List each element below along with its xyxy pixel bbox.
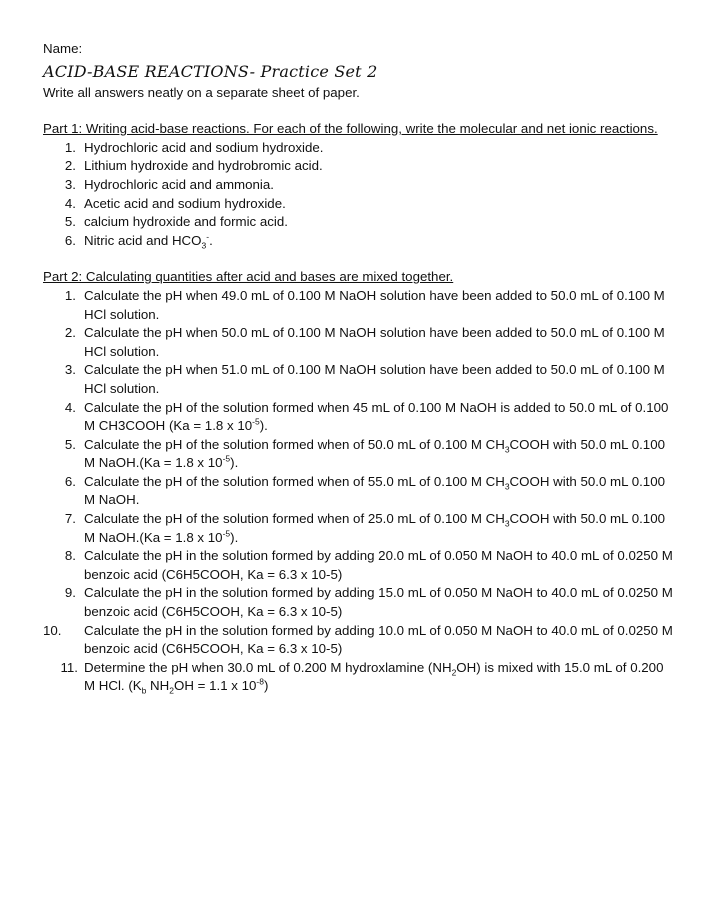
list-item — [43, 510, 673, 547]
item-number: 6. — [64, 473, 76, 489]
item-text: calcium hydroxide and formic acid. — [84, 214, 288, 230]
item-text: Nitric acid and HCO — [84, 232, 202, 248]
list-item — [43, 622, 673, 659]
item-text-mid: NH — [146, 678, 170, 694]
item-text-mid: COOH with 50.0 mL 0.100 M NaOH.(Ka = 1.8 x 10 — [84, 511, 665, 545]
item-text: Calculate the pH when 51.0 mL of 0.100 M NaOH solution have been added to 50.0 mL of 0.100 M HCl solution. — [84, 362, 665, 396]
superscript: -5 — [222, 528, 231, 539]
item-text-mid: OH = 1.1 x 10 — [174, 678, 257, 694]
item-number: 7. — [64, 511, 76, 527]
item-number: 3. — [64, 176, 76, 192]
list-item — [43, 361, 673, 398]
item-number: 6. — [64, 232, 76, 248]
item-number: 8. — [64, 548, 76, 564]
list-item — [43, 473, 673, 510]
item-text-mid: OH) is mixed with 15.0 mL of 0.200 M HCl. (K — [84, 659, 664, 694]
item-text: Calculate the pH when 49.0 mL of 0.100 M NaOH solution have been added to 50.0 mL of 0.100 M HCl solution. — [84, 287, 665, 322]
part2-section — [43, 268, 673, 696]
item-text: Calculate the pH of the solution formed when of 25.0 mL of 0.100 M CH — [84, 511, 505, 527]
part2-list — [43, 287, 673, 696]
item-number: 3. — [64, 362, 76, 378]
part1-section — [43, 120, 673, 250]
superscript: -5 — [222, 453, 231, 464]
list-item — [43, 399, 673, 436]
subscript: 3 — [504, 518, 510, 529]
item-text: Hydrochloric acid and ammonia. — [84, 176, 274, 192]
item-number: 2. — [64, 158, 76, 174]
list-item — [43, 195, 673, 214]
item-text-end: COOH with 50.0 mL 0.100 M NaOH. — [84, 473, 665, 508]
list-item — [43, 324, 673, 361]
superscript: -5 — [252, 416, 260, 427]
list-item — [43, 213, 673, 232]
part1-list — [43, 139, 673, 251]
item-number: 2. — [64, 325, 76, 341]
item-number: 4. — [64, 399, 76, 415]
superscript: - — [206, 231, 210, 242]
item-number: 1. — [64, 287, 76, 303]
item-number: 1. — [64, 139, 76, 155]
list-item — [43, 157, 673, 176]
document-content — [43, 40, 673, 696]
item-text: Determine the pH when 30.0 mL of 0.200 M hydroxlamine (NH — [84, 659, 452, 675]
item-number: 9. — [64, 585, 76, 601]
list-item — [43, 287, 673, 324]
instructions: Write all answers neatly on a separate sheet of paper. — [43, 84, 360, 100]
item-text: Calculate the pH in the solution formed by adding 20.0 mL of 0.050 M NaOH to 40.0 mL of 0.0250 M benzoic acid (C6H5COOH, Ka = 6.3 x 10-5) — [84, 548, 673, 582]
item-text-end: ) — [263, 678, 269, 694]
list-item — [43, 659, 673, 696]
name-label: Name: — [43, 41, 83, 56]
item-number: 4. — [64, 195, 76, 211]
item-number: 11. — [60, 659, 78, 675]
item-text: Calculate the pH in the solution formed by adding 15.0 mL of 0.050 M NaOH to 40.0 mL of 0.0250 M benzoic acid (C6H5COOH, Ka = 6.3 x 10-5) — [84, 585, 673, 620]
item-text: Calculate the pH of the solution formed when of 50.0 mL of 0.100 M CH — [84, 436, 505, 452]
superscript: -8 — [256, 676, 264, 687]
list-item — [43, 139, 673, 158]
item-text-mid: COOH with 50.0 mL 0.100 M NaOH.(Ka = 1.8 x 10 — [84, 436, 665, 471]
item-text-end: ). — [230, 455, 239, 471]
part1-heading: Part 1: Writing acid-base reactions. For each of the following, write the molecular and net ionic reactions. — [43, 121, 658, 137]
subscript: 2 — [451, 667, 457, 678]
item-text-end: ). — [259, 418, 268, 434]
part2-heading: Part 2: Calculating quantities after acid and bases are mixed together. — [43, 269, 454, 285]
subscript: 3 — [504, 444, 510, 455]
subscript: 3 — [504, 481, 510, 492]
item-text-end: . — [209, 232, 213, 248]
document-title: ACID-BASE REACTIONS- Practice Set 2 — [43, 61, 378, 81]
list-item — [43, 584, 673, 621]
item-text: Calculate the pH of the solution formed when 45 mL of 0.100 M NaOH is added to 50.0 mL of 0.100 M CH3COOH (Ka = 1.8 x 10 — [84, 399, 669, 434]
item-number: 5. — [64, 214, 76, 230]
list-item — [43, 436, 673, 473]
item-number: 5. — [64, 436, 76, 452]
item-text: Calculate the pH of the solution formed when of 55.0 mL of 0.100 M CH — [84, 473, 505, 489]
subscript: 3 — [201, 240, 207, 251]
subscript: 2 — [169, 686, 174, 697]
item-text: Calculate the pH when 50.0 mL of 0.100 M NaOH solution have been added to 50.0 mL of 0.100 M HCl solution. — [84, 325, 665, 359]
list-item — [43, 176, 673, 195]
item-text: Hydrochloric acid and sodium hydroxide. — [84, 139, 324, 155]
item-text: Acetic acid and sodium hydroxide. — [84, 195, 286, 211]
item-text: Calculate the pH in the solution formed by adding 10.0 mL of 0.050 M NaOH to 40.0 mL of 0.0250 M benzoic acid (C6H5COOH, Ka = 6.3 x 10-5) — [84, 622, 673, 657]
list-item — [43, 547, 673, 584]
list-item — [43, 232, 673, 251]
item-text: Lithium hydroxide and hydrobromic acid. — [84, 158, 323, 174]
subscript: b — [141, 686, 147, 697]
item-number: 10. — [43, 622, 62, 638]
item-text-end: ). — [230, 529, 239, 545]
